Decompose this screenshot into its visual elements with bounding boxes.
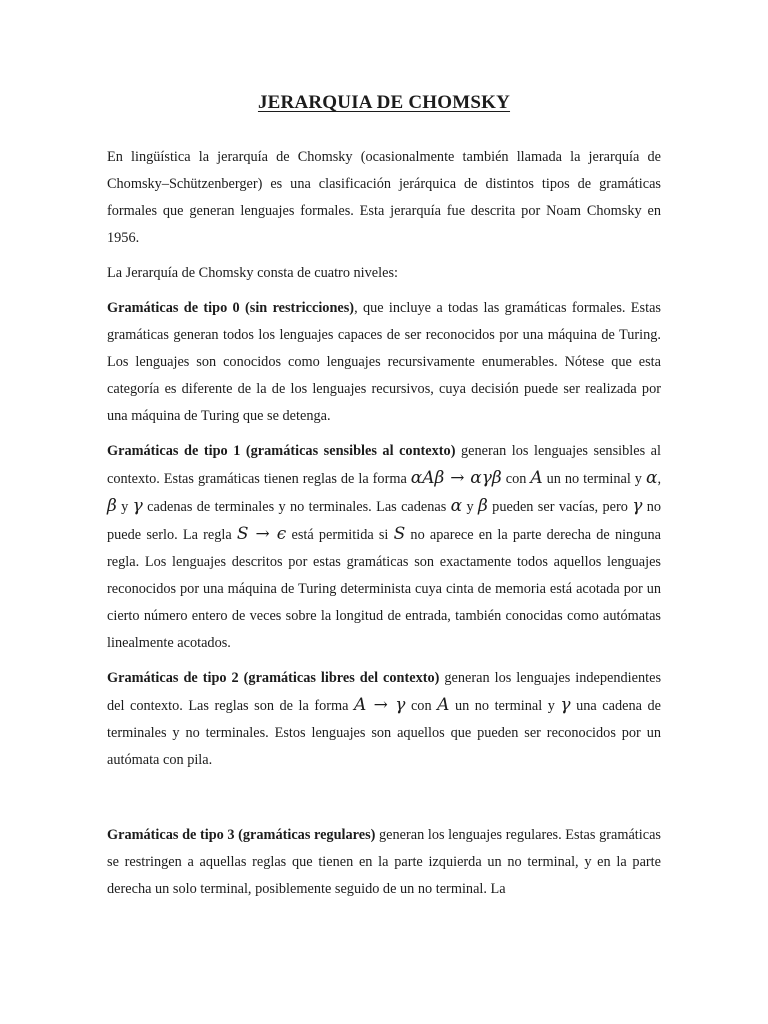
tipo1-text: no aparece en la parte derecha de ninguna regla. Los lenguajes descritos por estas gramáticas son exactamente todos aquellos lenguajes reconocidos por una máquina de Turing determinista cuya cinta de memoria está acotada por un cierto número entero de veces sobre la longitud de entrada, también conocidas como autómatas linealmente acotados. bbox=[107, 527, 661, 651]
tipo0-text: , que incluye a todas las gramáticas formales. Estas gramáticas generan todos los lenguajes capaces de ser reconocidos por una máquina de Turing. Los lenguajes son conocidos como lenguajes recursivamente enumerables. Nótese que esta categoría es diferente de la de los lenguajes recursivos, cuya decisión puede ser realizada por una máquina de Turing que se detenga. bbox=[107, 300, 661, 424]
levels-intro-paragraph bbox=[107, 260, 661, 287]
formula-epsilon-rule: S → ϵ bbox=[236, 524, 287, 544]
tipo1-text: con bbox=[501, 471, 531, 487]
intro-paragraph bbox=[107, 144, 661, 252]
tipo1-text: no puede serlo. La regla bbox=[107, 499, 662, 543]
formula-A: A bbox=[437, 695, 450, 715]
formula-S: S bbox=[393, 524, 406, 544]
formula-context-free-rule: A → γ bbox=[354, 695, 406, 715]
tipo2-paragraph bbox=[107, 665, 661, 774]
tipo0-heading: Gramáticas de tipo 0 (sin restricciones) bbox=[107, 300, 355, 316]
tipo0-paragraph bbox=[107, 295, 661, 430]
tipo2-text: un no terminal y bbox=[449, 698, 561, 714]
tipo2-text: una cadena de terminales y no terminales. Estos lenguajes son aquellos que pueden ser reconocidos por un autómata con pila. bbox=[107, 698, 661, 768]
formula-alpha: α bbox=[645, 468, 658, 488]
formula-beta: β bbox=[478, 496, 488, 516]
tipo3-text: generan los lenguajes regulares. Estas gramáticas se restringen a aquellas reglas que tienen en la parte izquierda un no terminal, y en la parte derecha un solo terminal, posiblemente seguido de un no terminal. La bbox=[107, 827, 661, 897]
intro-text: En lingüística la jerarquía de Chomsky (ocasionalmente también llamada la jerarquía de Chomsky–Schützenberger) es una clasificación jerárquica de distintos tipos de gramáticas formales que generan lenguajes formales. Esta jerarquía fue descrita por Noam Chomsky en 1956. bbox=[107, 149, 661, 246]
paragraph-spacer bbox=[107, 782, 661, 822]
formula-A: A bbox=[530, 468, 543, 488]
tipo3-heading: Gramáticas de tipo 3 (gramáticas regulares) bbox=[107, 827, 376, 843]
formula-beta: β bbox=[107, 496, 117, 516]
tipo1-text: y bbox=[462, 499, 478, 515]
formula-gamma: γ bbox=[560, 695, 571, 715]
tipo2-text: generan los lenguajes independientes del contexto. Las reglas son de la forma bbox=[107, 670, 662, 714]
tipo3-paragraph bbox=[107, 822, 661, 903]
tipo1-text: está permitida si bbox=[286, 527, 394, 543]
levels-intro-text: La Jerarquía de Chomsky consta de cuatro niveles: bbox=[107, 265, 399, 281]
tipo2-text: con bbox=[405, 698, 438, 714]
tipo2-heading: Gramáticas de tipo 2 (gramáticas libres del contexto) bbox=[107, 670, 440, 686]
tipo1-text: un no terminal y bbox=[542, 471, 646, 487]
tipo1-text: y bbox=[116, 499, 133, 515]
tipo1-text: cadenas de terminales y no terminales. Las cadenas bbox=[142, 499, 451, 515]
formula-alpha: α bbox=[450, 496, 463, 516]
tipo1-text: generan los lenguajes sensibles al contexto. Estas gramáticas tienen reglas de la forma bbox=[107, 443, 662, 487]
formula-gamma: γ bbox=[132, 496, 143, 516]
tipo1-text: pueden ser vacías, pero bbox=[487, 499, 633, 515]
tipo1-paragraph bbox=[107, 438, 661, 657]
page-title: JERARQUIA DE CHOMSKY bbox=[257, 92, 511, 113]
formula-gamma: γ bbox=[632, 496, 643, 516]
tipo1-text: , bbox=[657, 471, 662, 487]
formula-context-sensitive-rule: αAβ → αγβ bbox=[410, 468, 502, 488]
tipo1-heading: Gramáticas de tipo 1 (gramáticas sensibles al contexto) bbox=[107, 443, 456, 459]
